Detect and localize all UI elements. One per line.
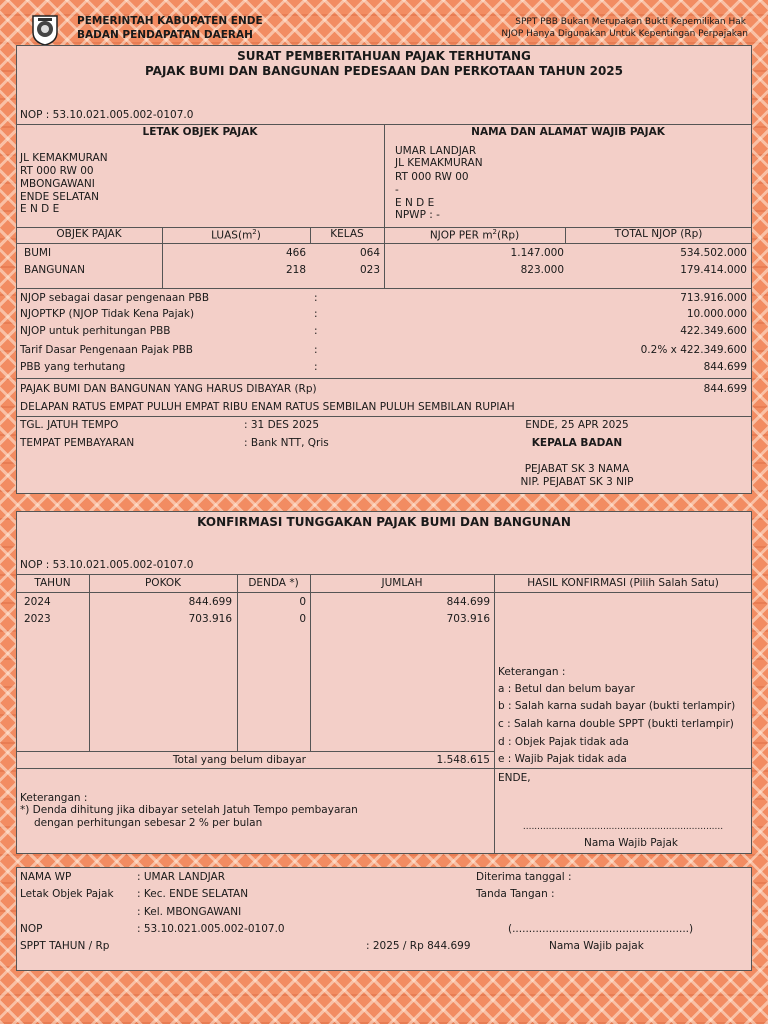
letak-line: ENDE SELATAN: [20, 191, 99, 203]
wajib-line: JL KEMAKMURAN: [395, 157, 483, 169]
calc-label: Tarif Dasar Pengenaan Pajak PBB: [20, 344, 193, 356]
tunggakan-jumlah: 703.916: [446, 613, 490, 625]
hasil-option[interactable]: c : Salah karna double SPPT (bukti terlampir): [498, 718, 734, 730]
due-label: TGL. JATUH TEMPO: [20, 419, 119, 431]
sppt-subtitle: PAJAK BUMI DAN BANGUNAN PEDESAAN DAN PERKOTAAN TAHUN 2025: [144, 64, 624, 78]
hasil-option[interactable]: a : Betul dan belum bayar: [498, 683, 635, 695]
city-date: ENDE, 25 APR 2025: [525, 419, 629, 431]
total-value: 1.548.615: [436, 754, 490, 766]
konfirmasi-nop: NOP : 53.10.021.005.002-0107.0: [20, 559, 194, 571]
object-name: BANGUNAN: [24, 264, 85, 276]
pay-value: 844.699: [703, 383, 747, 395]
npwp: NPWP : -: [395, 209, 440, 221]
col-pokok: POKOK: [144, 577, 182, 589]
wajib-pajak-header: NAMA DAN ALAMAT WAJIB PAJAK: [471, 126, 665, 138]
calc-value: 713.916.000: [680, 292, 747, 304]
letak-line: MBONGAWANI: [20, 178, 95, 190]
note-line: dengan perhitungan sebesar 2 % per bulan: [34, 817, 263, 829]
col-denda: DENDA *): [248, 577, 299, 589]
calc-colon: :: [314, 344, 318, 356]
tunggakan-tahun: 2023: [24, 613, 51, 625]
wajib-line: RT 000 RW 00: [395, 171, 469, 183]
hasil-keterangan-title: Keterangan :: [498, 666, 566, 678]
hasil-option[interactable]: b : Salah karna sudah bayar (bukti terlampir): [498, 700, 736, 712]
object-kelas: 023: [359, 264, 380, 276]
hasil-option[interactable]: d : Objek Pajak tidak ada: [498, 736, 629, 748]
object-luas: 466: [285, 247, 306, 259]
calc-value: 10.000.000: [686, 308, 747, 320]
pay-words: DELAPAN RATUS EMPAT PULUH EMPAT RIBU ENAM RATUS SEMBILAN PULUH SEMBILAN RUPIAH: [20, 401, 515, 413]
pejabat-nip: NIP. PEJABAT SK 3 NIP: [520, 476, 634, 488]
receipt-section: [16, 867, 752, 971]
calc-value: 844.699: [703, 361, 747, 373]
col-tahun: TAHUN: [34, 577, 71, 589]
receipt-nama-value: : UMAR LANDJAR: [137, 871, 226, 883]
sign-line: ......................................................................: [522, 822, 724, 832]
tunggakan-pokok: 844.699: [188, 596, 232, 608]
calc-colon: :: [314, 325, 318, 337]
konfirmasi-title: KONFIRMASI TUNGGAKAN PAJAK BUMI DAN BANGUNAN: [197, 515, 571, 529]
object-total: 179.414.000: [680, 264, 747, 276]
col-total: TOTAL NJOP (Rp): [614, 228, 703, 240]
calc-colon: :: [314, 308, 318, 320]
wajib-line: UMAR LANDJAR: [395, 145, 477, 157]
wajib-line: E N D E: [395, 197, 435, 209]
agency-name: BADAN PENDAPATAN DAERAH: [77, 29, 253, 41]
calc-value: 422.349.600: [680, 325, 747, 337]
note-line: *) Denda dihitung jika dibayar setelah Jatuh Tempo pembayaran: [20, 804, 358, 816]
calc-label: NJOP sebagai dasar pengenaan PBB: [20, 292, 210, 304]
government-logo: [30, 14, 60, 46]
tunggakan-tahun: 2024: [24, 596, 51, 608]
receipt-diterima: Diterima tanggal :: [476, 871, 572, 883]
col-jumlah: JUMLAH: [381, 577, 423, 589]
calc-value: 0.2% x 422.349.600: [640, 344, 747, 356]
letak-objek-header: LETAK OBJEK PAJAK: [142, 126, 258, 138]
col-objek: OBJEK PAJAK: [56, 228, 122, 240]
object-njop-per: 823.000: [520, 264, 564, 276]
letak-line: RT 000 RW 00: [20, 165, 94, 177]
calc-colon: :: [314, 292, 318, 304]
government-name: PEMERINTAH KABUPATEN ENDE: [77, 15, 263, 27]
header-note-1: SPPT PBB Bukan Merupakan Bukti Kepemilikan Hak: [515, 17, 746, 27]
receipt-kel-value: : Kel. MBONGAWANI: [137, 906, 242, 918]
due-value: : 31 DES 2025: [244, 419, 320, 431]
col-kelas: KELAS: [330, 228, 364, 240]
pay-label: PAJAK BUMI DAN BANGUNAN YANG HARUS DIBAYAR (Rp): [20, 383, 317, 395]
sign-city: ENDE,: [498, 772, 531, 784]
receipt-sign-line: (.....................................................): [508, 923, 694, 935]
kepala-badan: KEPALA BADAN: [531, 437, 623, 449]
tunggakan-denda: 0: [299, 613, 306, 625]
note-title: Keterangan :: [20, 792, 88, 804]
total-label: Total yang belum dibayar: [172, 754, 306, 766]
col-hasil: HASIL KONFIRMASI (Pilih Salah Satu): [527, 577, 719, 589]
object-kelas: 064: [359, 247, 380, 259]
letak-line: E N D E: [20, 203, 60, 215]
sppt-title: SURAT PEMBERITAHUAN PAJAK TERHUTANG: [237, 49, 531, 63]
calc-label: NJOP untuk perhitungan PBB: [20, 325, 171, 337]
receipt-sppt-value: : 2025 / Rp 844.699: [366, 940, 471, 952]
col-luas: $LUAS(m^2)$: [211, 228, 261, 242]
receipt-letak-label: Letak Objek Pajak: [20, 888, 114, 900]
receipt-nama-wp: Nama Wajib pajak: [549, 940, 644, 952]
tunggakan-pokok: 703.916: [188, 613, 232, 625]
pejabat-name: PEJABAT SK 3 NAMA: [524, 463, 630, 475]
object-njop-per: 1.147.000: [510, 247, 564, 259]
wajib-line: -: [395, 184, 399, 196]
place-label: TEMPAT PEMBAYARAN: [20, 437, 135, 449]
receipt-nop-label: NOP: [20, 923, 43, 935]
object-luas: 218: [285, 264, 306, 276]
calc-label: PBB yang terhutang: [20, 361, 126, 373]
sign-name: Nama Wajib Pajak: [584, 837, 678, 849]
col-njop-per: NJOP PER $m^2(Rp)$: [429, 228, 520, 242]
place-value: : Bank NTT, Qris: [244, 437, 329, 449]
tunggakan-denda: 0: [299, 596, 306, 608]
hasil-option[interactable]: e : Wajib Pajak tidak ada: [498, 753, 627, 765]
object-name: BUMI: [24, 247, 52, 259]
header-note-2: NJOP Hanya Digunakan Untuk Kepentingan Perpajakan: [501, 29, 748, 39]
calc-colon: :: [314, 361, 318, 373]
receipt-nop-value: : 53.10.021.005.002-0107.0: [137, 923, 285, 935]
receipt-kec-value: : Kec. ENDE SELATAN: [137, 888, 249, 900]
object-total: 534.502.000: [680, 247, 747, 259]
receipt-nama-label: NAMA WP: [20, 871, 72, 883]
calc-label: NJOPTKP (NJOP Tidak Kena Pajak): [20, 308, 195, 320]
receipt-tanda-tangan: Tanda Tangan :: [476, 888, 555, 900]
letak-line: JL KEMAKMURAN: [20, 152, 108, 164]
sppt-nop: NOP : 53.10.021.005.002-0107.0: [20, 109, 194, 121]
tunggakan-jumlah: 844.699: [446, 596, 490, 608]
receipt-sppt-label: SPPT TAHUN / Rp: [20, 940, 110, 952]
